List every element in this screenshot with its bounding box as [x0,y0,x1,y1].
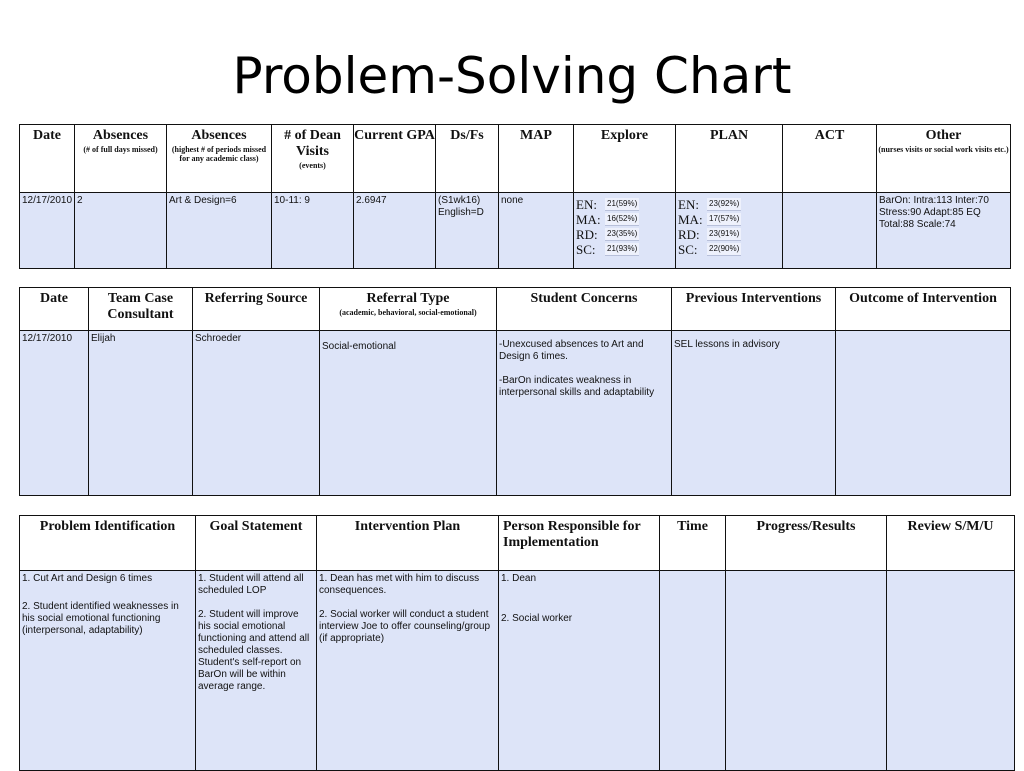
cell-person-responsible [499,571,660,771]
explore-ma-score: 16(52%) [605,213,639,226]
plan-ma-score: 17(57%) [707,213,741,226]
header-explore: Explore [574,125,676,193]
cell-consultant: Elijah [89,331,193,496]
header-absences-periods: Absences (highest # of periods missed for any academic class) [167,125,272,193]
cell-referring-source: Schroeder [193,331,320,496]
cell-absences-periods: Art & Design=6 [167,193,272,269]
header-person-responsible: Person Responsible for Implementation [499,516,660,571]
header-student-concerns: Student Concerns [497,288,672,331]
header-absences: Absences (# of full days missed) [75,125,167,193]
cell-absences: 2 [75,193,167,269]
header-review: Review S/M/U [887,516,1015,571]
header-date: Date [20,125,75,193]
explore-rd-score: 23(35%) [605,228,639,241]
plan-en-label: EN: [678,196,699,212]
page-title: Problem-Solving Chart [232,47,792,105]
goal-1: 1. Student will attend all scheduled LOP [198,573,304,596]
header-consultant: Team Case Consultant [89,288,193,331]
header-goal: Goal Statement [196,516,317,571]
cell-gpa: 2.6947 [354,193,436,269]
intervention-table [19,515,1015,771]
cell-student-concerns [497,331,672,496]
concern-1: -Unexcused absences to Art and Design 6 times. [499,339,644,362]
header-time: Time [660,516,726,571]
cell-act [783,193,877,269]
plan-2: 2. Social worker will conduct a student interview Joe to offer counseling/group (if appropriate) [319,609,491,644]
header-outcome: Outcome of Intervention [836,288,1011,331]
header-previous-interventions: Previous Interventions [672,288,836,331]
header-map: MAP [499,125,574,193]
problem-1: 1. Cut Art and Design 6 times [22,573,153,584]
cell-map: none [499,193,574,269]
cell-problem [20,571,196,771]
cell-dean-visits: 10-11: 9 [272,193,354,269]
header-dean-visits: # of Dean Visits (events) [272,125,354,193]
cell-explore [574,193,676,269]
header-referral-type: Referral Type (academic, behavioral, social-emotional) [320,288,497,331]
explore-ma-label: MA: [576,211,601,227]
header-act: ACT [783,125,877,193]
cell-referral-date: 12/17/2010 [20,331,89,496]
plan-rd-label: RD: [678,226,700,242]
cell-other: BarOn: Intra:113 Inter:70 Stress:90 Adapt:85 EQ Total:88 Scale:74 [877,193,1011,269]
cell-outcome [836,331,1011,496]
header-progress: Progress/Results [726,516,887,571]
plan-ma-label: MA: [678,211,703,227]
cell-date: 12/17/2010 [20,193,75,269]
header-other: Other (nurses visits or social work visits etc.) [877,125,1011,193]
header-intervention-plan: Intervention Plan [317,516,499,571]
plan-sc-score: 22(90%) [707,243,741,256]
header-problem: Problem Identification [20,516,196,571]
cell-review [887,571,1015,771]
cell-dsfs: (S1wk16) English=D [436,193,499,269]
explore-sc-label: SC: [576,241,596,257]
plan-en-score: 23(92%) [707,198,741,211]
goal-2: 2. Student will improve his social emotional functioning and attend all scheduled classes. Student's self-report on BarOn will be within average range. [198,609,310,692]
plan-1: 1. Dean has met with him to discuss consequences. [319,573,480,596]
person-1: 1. Dean [501,573,537,584]
plan-rd-score: 23(91%) [707,228,741,241]
header-referral-date: Date [20,288,89,331]
header-dsfs: Ds/Fs [436,125,499,193]
explore-sc-score: 21(93%) [605,243,639,256]
cell-plan [676,193,783,269]
header-gpa: Current GPA [354,125,436,193]
header-plan: PLAN [676,125,783,193]
explore-en-label: EN: [576,196,597,212]
person-2: 2. Social worker [501,613,573,624]
cell-previous-interventions: SEL lessons in advisory [672,331,836,496]
concern-2: -BarOn indicates weakness in interpersonal skills and adaptability [499,375,655,398]
header-referring-source: Referring Source [193,288,320,331]
plan-sc-label: SC: [678,241,698,257]
cell-intervention-plan [317,571,499,771]
student-data-table [19,124,1011,269]
problem-2: 2. Student identified weaknesses in his social emotional functioning (interpersonal, adaptability) [22,601,179,636]
cell-goal [196,571,317,771]
explore-rd-label: RD: [576,226,598,242]
cell-progress [726,571,887,771]
cell-referral-type: Social-emotional [320,331,497,496]
explore-en-score: 21(59%) [605,198,639,211]
referral-table [19,287,1011,496]
cell-time [660,571,726,771]
